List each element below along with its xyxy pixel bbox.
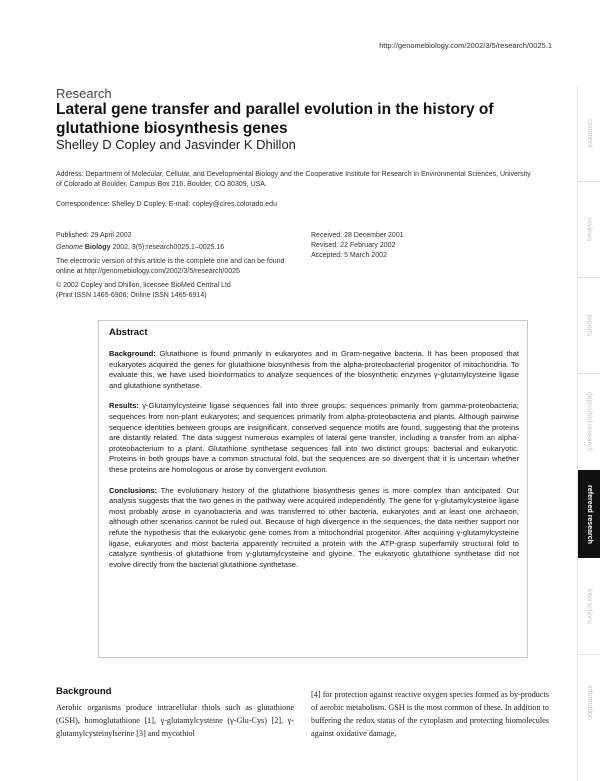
side-tab-label: refereed research [585,484,593,544]
background-heading: Background [56,686,112,697]
abstract-conclusions-label: Conclusions: [109,485,158,495]
abstract-results [109,401,519,475]
revised-date: Revised: 22 February 2002 [311,242,396,249]
side-tab-reports[interactable] [578,278,600,373]
author-address: Address: Department of Molecular, Cellular, and Developmental Biology and the Cooperative Institute for Research in Environmental Sciences, University of Colorado at Boulder, Campus Box 216, Boulder, CO 80309, USA. [56,171,531,188]
body-column-2: [4] for protection against reactive oxygen species formed as by-products of aerobic metabolism. GSH is the most common of these. In addition to buffering the redox status of the cytoplasm and protecting biomolecules against oxidative damage, [311,690,549,738]
side-tab-deposited-research[interactable] [578,374,600,469]
accepted-date: Accepted: 5 March 2002 [311,252,387,259]
side-tab-interactions[interactable] [578,559,600,654]
body-column-1: Aerobic organisms produce intracellular thiols such as glutathione (GSH), homoglutathione [1], γ-glutamylcysteine (γ-Glu-Cys) [2], γ-glutamylcysteinylserine [3] and mycothiol [56,703,294,738]
published-date: Published: 29 April 2002 [56,232,132,239]
citation-journal-bold: Biology [84,244,111,251]
citation-journal-italic: Genome [56,244,83,251]
side-tab-label: reports [585,314,593,337]
side-tab-label: information [585,685,593,720]
publication-info [56,231,291,301]
side-tab-label: comment [585,119,593,148]
section-tabs [577,86,600,781]
citation-rest: 2002, 3(5):research0025.1–0025.16 [112,244,225,251]
article-authors: Shelley D Copley and Jasvinder K Dhillon [56,137,296,152]
article-title: Lateral gene transfer and parallel evolution in the history of glutathione biosynthesis genes [56,101,494,137]
side-tab-information[interactable] [578,655,600,750]
abstract-results-text: γ-Glutamylcysteine ligase sequences fall into three groups: sequences primarily from gamma-proteobacteria; sequences from non-plant eukaryotes; and sequences primarily from alpha-proteobacteria and plants. Although pairwise sequence identities between groups are insignificant, conserved sequence motifs are found, suggesting that the proteins are distantly related. The data suggest numerous examples of lateral gene transfer, including a transfer from an alpha-proteobacterium to a plant. Glutathione synthetase sequences fall into two distinct groups: bacterial and eukaryotic. Proteins in both groups have a common structural fold, but the sequences are so divergent that it is uncertain whether these proteins are homologous or arose by convergent evolution. [109,401,519,474]
side-tab-reviews[interactable] [578,182,600,277]
abstract-conclusions [109,486,519,571]
section-label: Research [56,86,112,101]
received-date: Received: 28 December 2001 [311,232,404,239]
abstract-background [109,349,519,391]
abstract-box [98,320,528,658]
abstract-heading: Abstract [109,327,148,338]
side-tab-label: reviews [585,217,593,242]
electronic-note: The electronic version of this article is the complete one and can be found online at http://genomebiology.com/2002/3/5/research/0025 [56,258,285,275]
copyright: © 2002 Copley and Dhillon, licensee BioMed Central Ltd [56,282,231,289]
received-dates [311,231,511,261]
page-url: http://genomebiology.com/2002/3/5/research/0025.1 [379,41,552,50]
side-tab-label: deposited research [585,391,593,452]
correspondence: Correspondence: Shelley D Copley. E-mail: copley@cires.colorado.edu [56,201,277,208]
side-tab-refereed-research[interactable] [578,470,600,558]
abstract-background-text: Glutathione is found primarily in eukaryotes and in Gram-negative bacteria. It has been proposed that eukaryotes acquired the genes for glutathione biosynthesis from the alpha-proteobacterial progenitor of mitochondria. To evaluate this, we have used bioinformatics to analyze sequences of the biosynthetic enzymes γ-glutamylcysteine ligase and glutathione synthetase. [109,349,519,390]
abstract-body [109,349,519,580]
side-tab-label: interactions [585,588,593,625]
abstract-results-label: Results: [109,401,139,411]
issn: (Print ISSN 1465-6906; Online ISSN 1465-6914) [56,292,207,299]
abstract-background-label: Background: [109,349,156,358]
abstract-conclusions-text: The evolutionary history of the glutathione biosynthesis genes is more complex than anticipated. Our analysis suggests that the two genes in the pathway were acquired independently. The gene for γ-glutamylcysteine ligase most probably arose in cyanobacteria and was transferred to other bacteria, eukaryotes and at least one archaeon, although other scenarios cannot be ruled out. Because of high divergence in the sequences, the data neither support nor refute the hypothesis that the eukaryotic gene comes from a mitochondrial progenitor. After acquiring γ-glutamylcysteine ligase, eukaryotes and most bacteria apparently recruited a protein with the ATP-grasp superfamily structural fold to catalyze synthesis of glutathione from γ-glutamylcysteine and glycine. The eukaryotic glutathione synthetase did not evolve directly from the bacterial glutathione synthetase. [109,485,519,569]
side-tab-comment[interactable] [578,86,600,181]
citation [56,243,291,253]
